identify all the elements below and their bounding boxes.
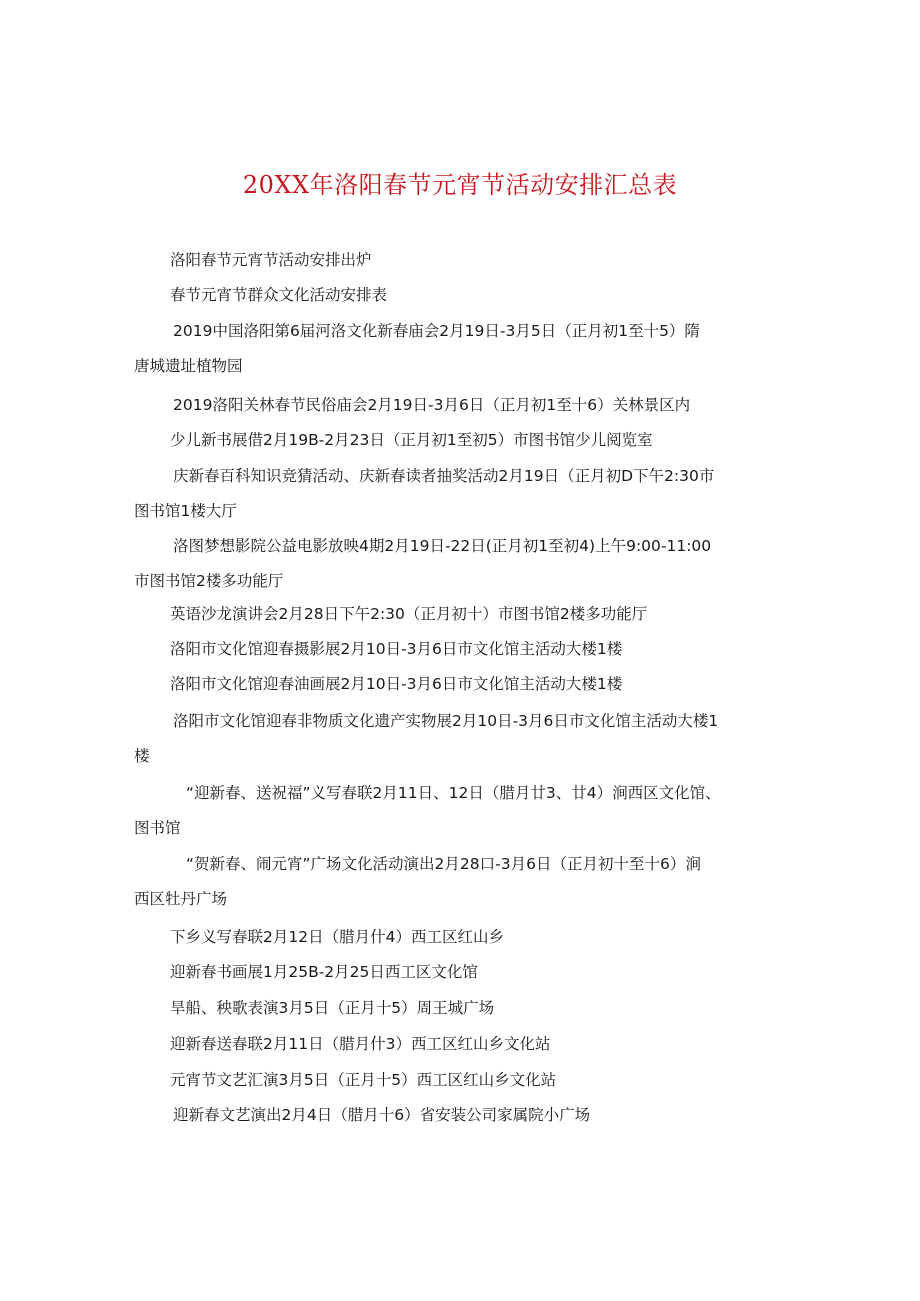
paragraph-text: “贺新春、闹元宵”广场文化活动演出2月28口-3月6日（正月初十至十6）涧 [186,855,701,873]
paragraph [134,529,794,599]
paragraph-text: “迎新春、送祝福”义写春联2月11日、12日（腊月廿3、廿4）涧西区文化馆、 [186,784,721,802]
paragraph-text: 2019中国洛阳第6届河洛文化新春庙会2月19日-3月5日（正月初1至十5）隋 [173,322,700,340]
paragraph-text: 2019洛阳关林春节民俗庙会2月19日-3月6日（正月初1至十6）关林景区内 [173,396,691,414]
paragraph-continuation: 图书馆 [134,819,181,837]
paragraph-text: 洛阳市文化馆迎春非物质文化遗产实物展2月10日-3月6日市文化馆主活动大楼1 [173,712,719,730]
paragraph [170,1027,830,1062]
paragraph-text: 迎新春文艺演出2月4日（腊月十6）省安装公司家属院小广场 [173,1106,591,1124]
paragraph-text: 旱船、秧歌表演3月5日（正月十5）周王城广场 [170,999,495,1017]
paragraph-text: 迎新春送春联2月11日（腊月什3）西工区红山乡文化站 [170,1035,551,1053]
paragraph-text: 洛阳市文化馆迎春油画展2月10日-3月6日市文化馆主活动大楼1楼 [170,675,623,693]
paragraph-continuation: 唐城遗址植物园 [134,357,243,375]
paragraph-text: 下乡义写春联2月12日（腊月什4）西工区红山乡 [170,928,504,946]
paragraph [170,632,830,667]
paragraph [170,1063,830,1098]
paragraph-continuation: 图书馆1楼大厅 [134,502,237,520]
paragraph [134,459,794,529]
paragraph-text: 元宵节文艺汇演3月5日（正月十5）西工区红山乡文化站 [170,1071,557,1089]
document-title: 20XX年洛阳春节元宵节活动安排汇总表 [242,171,678,199]
paragraph-text: 迎新春书画展1月25B-2月25日西工区文化馆 [170,963,478,981]
paragraph [134,776,794,846]
paragraph [170,920,830,955]
paragraph [170,667,830,702]
paragraph-text: 洛阳市文化馆迎春摄影展2月10日-3月6日市文化馆主活动大楼1楼 [170,640,623,658]
paragraph [134,704,794,774]
paragraph-text: 少儿新书展借2月19B-2月23日（正月初1至初5）市图书馆少儿阅览室 [170,431,653,449]
paragraph [170,423,830,458]
paragraph [170,991,830,1026]
paragraph [173,388,833,423]
paragraph-text: 英语沙龙演讲会2月28日下午2:30（正月初十）市图书馆2楼多功能厅 [170,605,648,623]
paragraph-text: 春节元宵节群众文化活动安排表 [170,286,388,304]
paragraph-text: 庆新春百科知识竞猜活动、庆新春读者抽奖活动2月19日（正月初D下午2:30市 [173,467,715,485]
paragraph-text: 洛阳春节元宵节活动安排出炉 [170,251,372,269]
paragraph [134,314,794,384]
paragraph-text: 洛图梦想影院公益电影放映4期2月19日-22日(正月初1至初4)上午9:00-11:00 [173,537,712,555]
paragraph-continuation: 西区牡丹广场 [134,890,228,908]
paragraph [170,243,830,278]
paragraph [134,847,794,917]
paragraph-continuation: 市图书馆2楼多功能厅 [134,572,284,590]
paragraph [173,1098,833,1133]
paragraph [170,278,830,313]
paragraph [170,955,830,990]
paragraph [170,597,830,632]
paragraph-continuation: 楼 [134,747,150,765]
